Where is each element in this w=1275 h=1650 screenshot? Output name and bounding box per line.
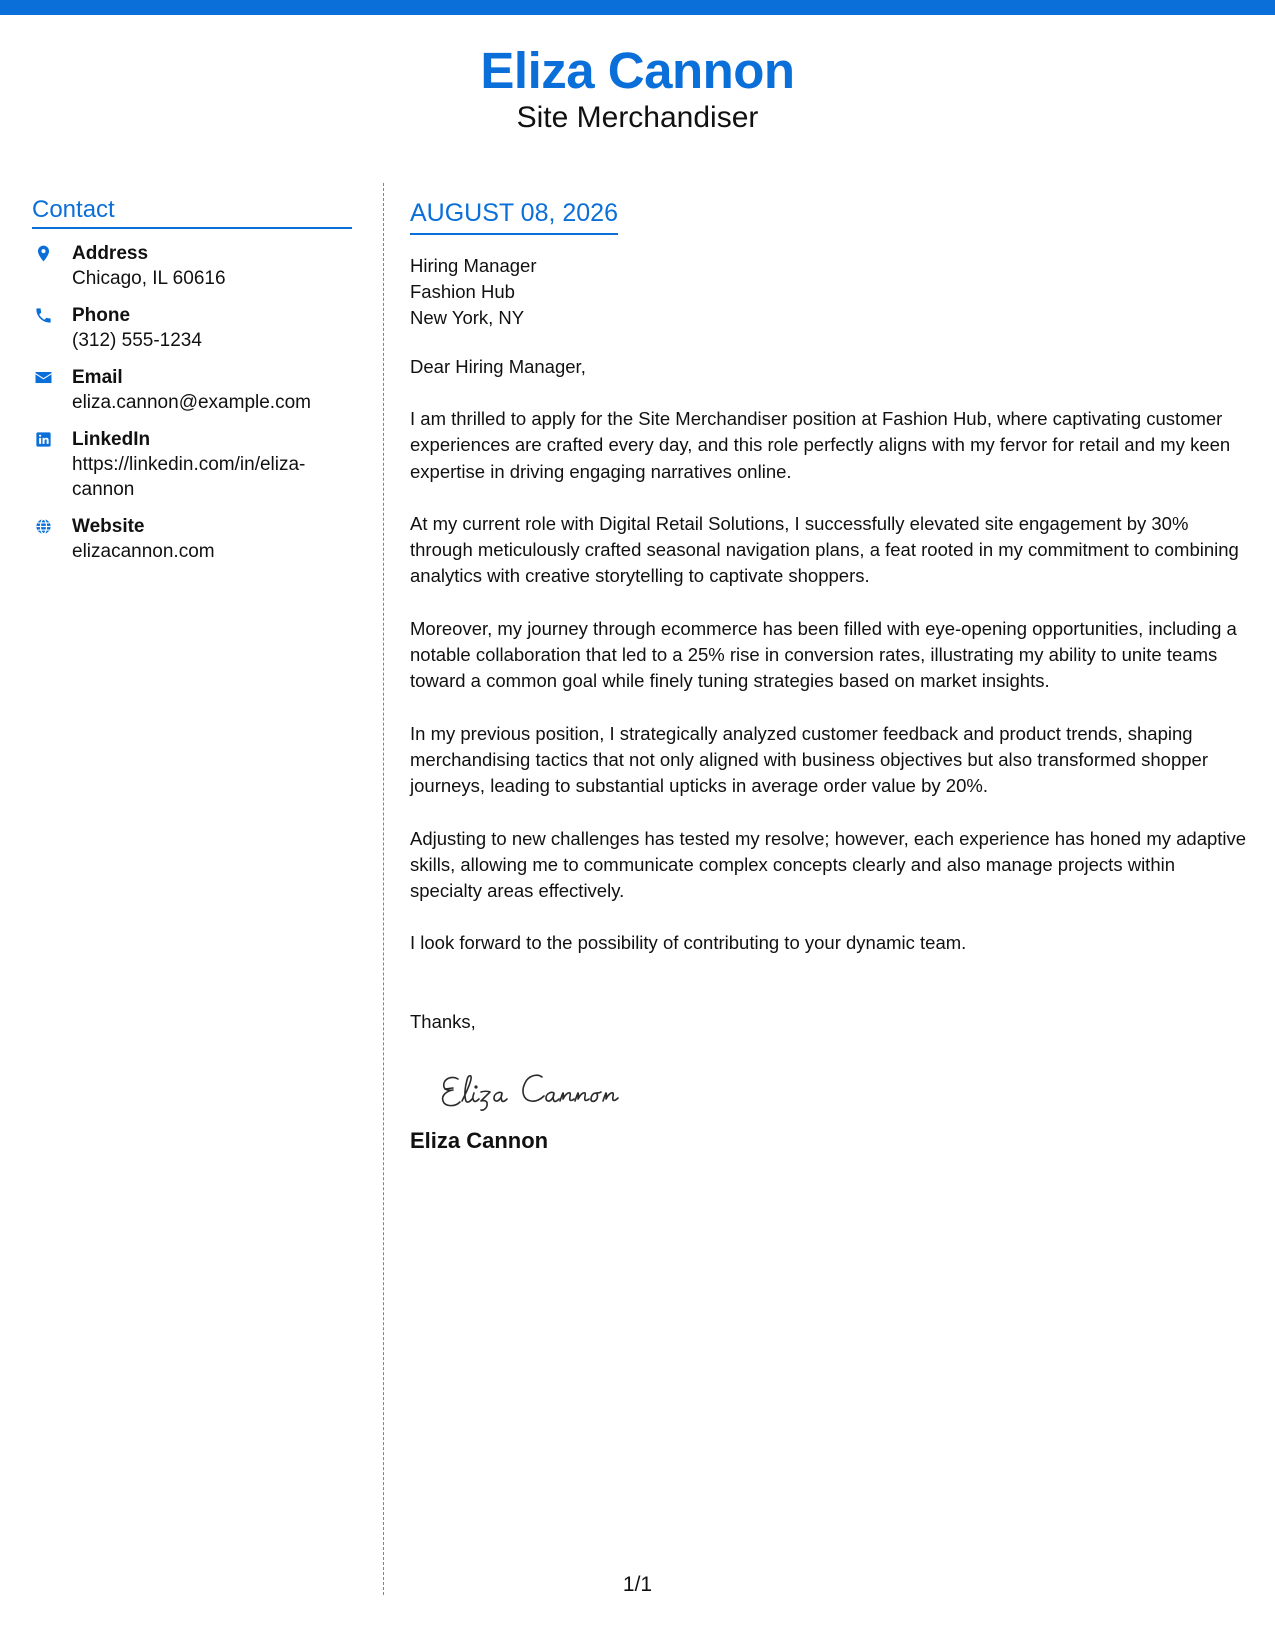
column-divider bbox=[383, 183, 384, 1595]
phone-value[interactable]: (312) 555-1234 bbox=[72, 330, 202, 351]
recipient-line: New York, NY bbox=[410, 307, 525, 328]
address-value: Chicago, IL 60616 bbox=[72, 268, 226, 289]
contact-linkedin bbox=[32, 427, 352, 502]
recipient-line: Hiring Manager bbox=[410, 255, 537, 276]
contact-address bbox=[32, 241, 352, 291]
globe-icon bbox=[32, 514, 72, 538]
body-paragraph: Moreover, my journey through ecommerce has been filled with eye-opening opportunities, including a notable collaboration that led to a 25% rise in conversion rates, illustrating my ability to unite teams toward a common goal while finely tuning strategies based on market insights. bbox=[410, 617, 1237, 692]
contact-list bbox=[32, 241, 352, 564]
body-paragraph: Adjusting to new challenges has tested my resolve; however, each experience has honed my adaptive skills, allowing me to communicate complex concepts clearly and also manage projects within specialty areas effectively. bbox=[410, 827, 1247, 902]
page-number: 1/1 bbox=[622, 1573, 653, 1596]
signer-name: Eliza Cannon bbox=[410, 1127, 549, 1153]
body-paragraph: In my previous position, I strategically analyzed customer feedback and product trends, shaping merchandising tactics that not only aligned with business objectives but also transformed shopper journeys, leading to substantial upticks in average order value by 20%. bbox=[410, 722, 1208, 797]
body-paragraph: At my current role with Digital Retail Solutions, I successfully elevated site engagement by 30% through meticulously crafted seasonal navigation plans, a feat rooted in my commitment to combining analytics with creative storytelling to captivate shoppers. bbox=[410, 512, 1239, 587]
contact-website bbox=[32, 514, 352, 564]
contact-heading: Contact bbox=[32, 195, 352, 229]
job-title: Site Merchandiser bbox=[516, 101, 759, 134]
body-paragraph: I am thrilled to apply for the Site Merchandiser position at Fashion Hub, where captivating customer experiences are crafted every day, and this role perfectly aligns with my fervor for retail and my keen expertise in driving engaging narratives online. bbox=[410, 408, 1231, 482]
contact-email bbox=[32, 365, 352, 415]
salutation: Dear Hiring Manager, bbox=[410, 356, 586, 377]
contact-label: Phone bbox=[72, 305, 131, 326]
contact-label: LinkedIn bbox=[72, 429, 151, 450]
map-pin-icon bbox=[32, 241, 72, 265]
recipient-line: Fashion Hub bbox=[410, 281, 515, 302]
recipient-block bbox=[410, 253, 1250, 331]
contact-label: Email bbox=[72, 367, 123, 388]
letter-body bbox=[410, 197, 1250, 1155]
contact-label: Website bbox=[72, 516, 145, 537]
contact-label: Address bbox=[72, 243, 149, 264]
linkedin-value[interactable]: https://linkedin.com/in/eliza-cannon bbox=[72, 454, 306, 500]
letter-date: AUGUST 08, 2026 bbox=[410, 197, 618, 235]
envelope-icon bbox=[32, 365, 72, 389]
contact-sidebar bbox=[32, 195, 352, 576]
contact-phone bbox=[32, 303, 352, 353]
letter-header bbox=[0, 40, 1275, 136]
body-paragraph: I look forward to the possibility of contributing to your dynamic team. bbox=[410, 932, 967, 954]
applicant-name: Eliza Cannon bbox=[480, 42, 795, 99]
linkedin-icon bbox=[32, 427, 72, 451]
website-value[interactable]: elizacannon.com bbox=[72, 541, 215, 562]
top-accent-bar bbox=[0, 0, 1275, 15]
handwritten-signature bbox=[436, 1065, 676, 1115]
email-value[interactable]: eliza.cannon@example.com bbox=[72, 392, 311, 413]
phone-icon bbox=[32, 303, 72, 327]
closing: Thanks, bbox=[410, 1010, 476, 1032]
